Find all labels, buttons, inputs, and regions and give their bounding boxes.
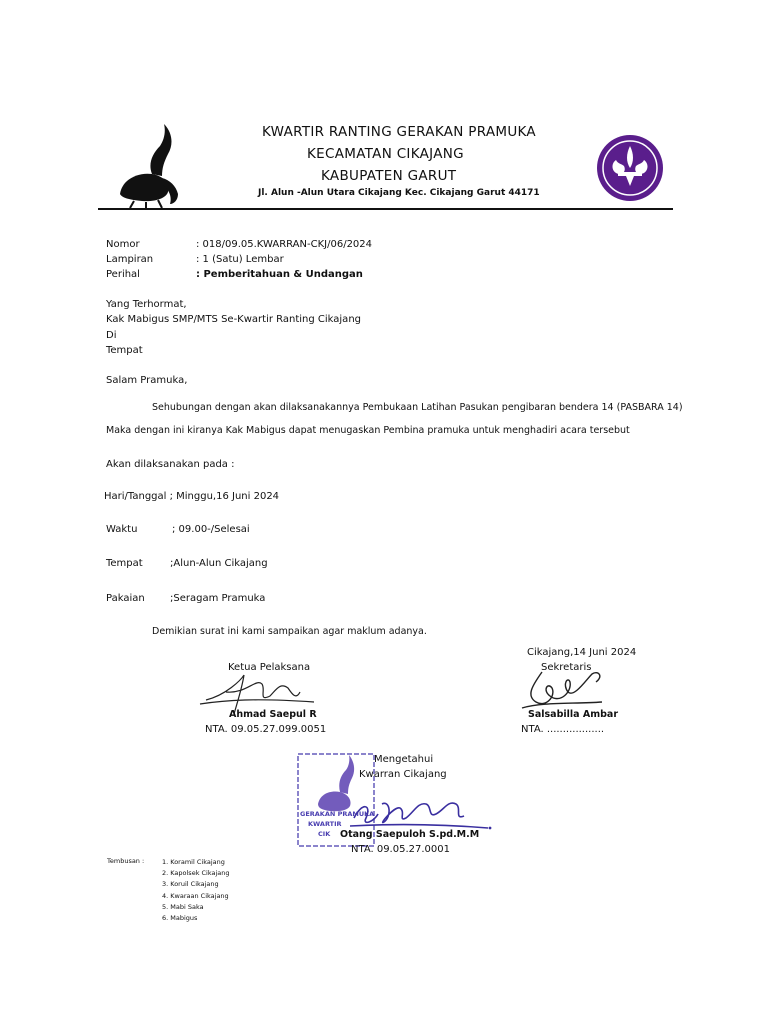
paragraph-1: Sehubungan dengan akan dilaksanakannya Pembukaan Latihan Pasukan pengibaran bendera 14 (PASBARA 14)	[152, 402, 683, 413]
address: Jl. Alun -Alun Utara Cikajang Kec. Cikajang Garut 44171	[258, 188, 540, 198]
schedule-dress-value: ;Seragam Pramuka	[170, 593, 266, 604]
stamp-text-3: CIK	[318, 830, 331, 838]
meta-label-nomor: Nomor	[106, 239, 140, 250]
regency-name: KABUPATEN GARUT	[321, 168, 457, 184]
cc-item: 1. Koramil Cikajang	[162, 858, 225, 866]
left-signer-name: Ahmad Saepul R	[229, 709, 317, 720]
right-signer-title: Sekretaris	[541, 662, 592, 673]
stamp-text-2: KWARTIR	[308, 820, 342, 828]
meta-label-perihal: Perihal	[106, 269, 140, 280]
right-signer-name: Salsabilla Ambar	[528, 709, 619, 720]
tunas-kelapa-icon	[112, 122, 182, 212]
recipient-line4: Tempat	[106, 345, 143, 356]
header-divider	[98, 208, 673, 210]
cc-item: 4. Kwaraan Cikajang	[162, 892, 229, 900]
right-signer-nta: NTA. ..................	[521, 724, 605, 735]
cc-item: 5. Mabi Saka	[162, 903, 204, 911]
greeting: Salam Pramuka,	[106, 375, 188, 386]
schedule-time-label: Waktu	[106, 524, 138, 535]
meta-value-lampiran: : 1 (Satu) Lembar	[196, 254, 284, 265]
meta-label-lampiran: Lampiran	[106, 254, 154, 265]
cc-item: 2. Kapolsek Cikajang	[162, 869, 230, 877]
org-name: KWARTIR RANTING GERAKAN PRAMUKA	[262, 124, 536, 140]
meta-value-perihal: : Pemberitahuan & Undangan	[196, 269, 363, 280]
district-name: KECAMATAN CIKAJANG	[307, 146, 464, 162]
recipient-line2: Kak Mabigus SMP/MTS Se-Kwartir Ranting Cikajang	[106, 314, 361, 325]
center-signer-name: Otang Saepuloh S.pd.M.M	[340, 829, 480, 840]
acknowledge-title-2: Kwarran Cikajang	[359, 769, 447, 780]
schedule-place-value: ;Alun-Alun Cikajang	[170, 558, 268, 569]
cc-label: Tembusan :	[107, 857, 145, 865]
recipient-line3: Di	[106, 330, 117, 341]
stamp-text-1: GERAKAN PRAMUKA	[300, 810, 375, 818]
schedule-time-value: ; 09.00-/Selesai	[172, 524, 250, 535]
closing-sentence: Demikian surat ini kami sampaikan agar maklum adanya.	[152, 626, 427, 637]
paragraph-2: Maka dengan ini kiranya Kak Mabigus dapat menugaskan Pembina pramuka untuk menghadiri acara tersebut	[106, 425, 630, 436]
place-date: Cikajang,14 Juni 2024	[527, 647, 637, 658]
scout-emblem-icon	[596, 134, 664, 202]
meta-value-nomor: : 018/09.05.KWARRAN-CKJ/06/2024	[196, 239, 373, 250]
schedule-date: Hari/Tanggal ; Minggu,16 Juni 2024	[104, 491, 280, 502]
schedule-dress-label: Pakaian	[106, 593, 145, 604]
center-signer-nta: NTA. 09.05.27.0001	[351, 844, 450, 855]
left-signer-title: Ketua Pelaksana	[228, 662, 311, 673]
left-signer-nta: NTA. 09.05.27.099.0051	[205, 724, 327, 735]
schedule-place-label: Tempat	[106, 558, 143, 569]
cc-item: 3. Koruil Cikajang	[162, 880, 219, 888]
cc-item: 6. Mabigus	[162, 914, 198, 922]
recipient-line1: Yang Terhormat,	[106, 299, 187, 310]
schedule-intro: Akan dilaksanakan pada :	[106, 459, 235, 470]
acknowledge-title-1: Mengetahui	[374, 754, 434, 765]
